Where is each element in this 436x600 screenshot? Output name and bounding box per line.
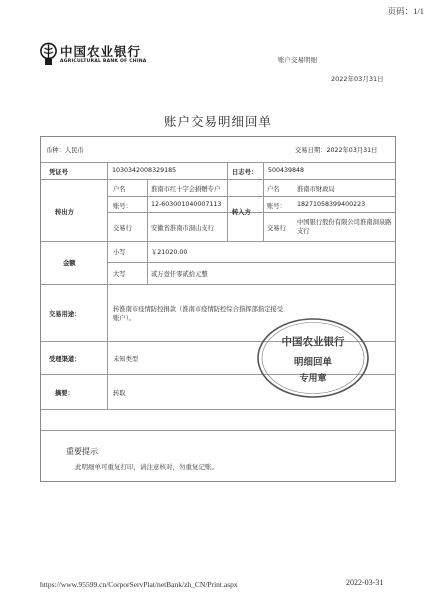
payer-name: 淮南市红十字会捐赠专户: [151, 186, 221, 193]
payee-name-label: 户名: [267, 186, 280, 193]
bank-name-en: AGRICULTURAL BANK OF CHINA: [60, 59, 147, 64]
upper-label: 大写: [113, 271, 126, 278]
currency: 币种：人民币: [46, 147, 84, 154]
header-date: 2022年03月31日: [331, 75, 384, 83]
document-title: 账户交易明细回单: [163, 114, 272, 129]
amount-upper: 贰万壹仟零贰拾元整: [151, 271, 208, 278]
trade-date: 交易日期：2022年03月31日: [295, 147, 378, 154]
notice-text: 此明细单可重复打印，请注意核对，勿重复记账。: [75, 463, 218, 471]
official-seal: [255, 316, 371, 400]
summary-label: 摘要：: [55, 390, 74, 397]
payer-bank-label: 交易行: [113, 225, 132, 232]
payer-bank: 安徽省淮南市洞山支行: [151, 225, 214, 232]
seal-line-2: 明细回单: [293, 357, 332, 368]
bank-name-cn: 中国农业银行: [60, 44, 142, 59]
payer-label: 转出方: [55, 209, 74, 216]
footer-date: 2022-03-31: [346, 578, 384, 587]
abc-emblem-icon: [40, 42, 57, 66]
bank-logo: [40, 42, 158, 70]
amount-label: 金额: [63, 260, 76, 267]
payer-account: 12-603001040007113: [151, 201, 222, 208]
transaction-table: [40, 136, 396, 482]
payee-account: 18271058399400223: [297, 201, 366, 208]
payer-account-label: 账号：: [113, 203, 132, 210]
channel-label: 受理渠道：: [49, 356, 81, 363]
log-value: 500439848: [268, 167, 305, 174]
payee-label: 转入方: [232, 209, 251, 216]
notice-title: 重要提示: [66, 447, 98, 456]
purpose-label: 交易用途：: [49, 311, 81, 318]
page-number: 页码：1/1: [387, 6, 424, 16]
log-label: 日志号：: [232, 169, 258, 176]
lower-label: 小写: [113, 249, 126, 256]
header-label: 账户交易明细: [278, 56, 317, 64]
channel-value: 未知类型: [113, 356, 139, 363]
seal-line-3: 专用章: [299, 374, 327, 384]
summary-value: 转取: [113, 390, 126, 397]
footer-url: https://www.95599.cn/CorporServPlat/netBank/zh_CN/Print.aspx: [40, 580, 238, 589]
purpose-value: 转淮南市疫情防控捐款（淮南市疫情防控综合指挥部指定接受账户）。: [113, 306, 284, 322]
seal-line-1: 中国农业银行: [281, 336, 345, 348]
voucher-label: 凭证号: [49, 169, 68, 176]
payee-account-label: 账号：: [267, 203, 286, 210]
payer-name-label: 户名: [113, 186, 126, 193]
payee-name: 淮南市财政局: [297, 186, 335, 193]
payee-bank: 中国银行股份有限公司淮南洞泉路支行: [297, 219, 392, 235]
payee-bank-label: 交易行: [267, 225, 286, 232]
amount-lower: ￥21020.00: [151, 249, 188, 256]
voucher-value: 1030342008329185: [112, 167, 177, 174]
